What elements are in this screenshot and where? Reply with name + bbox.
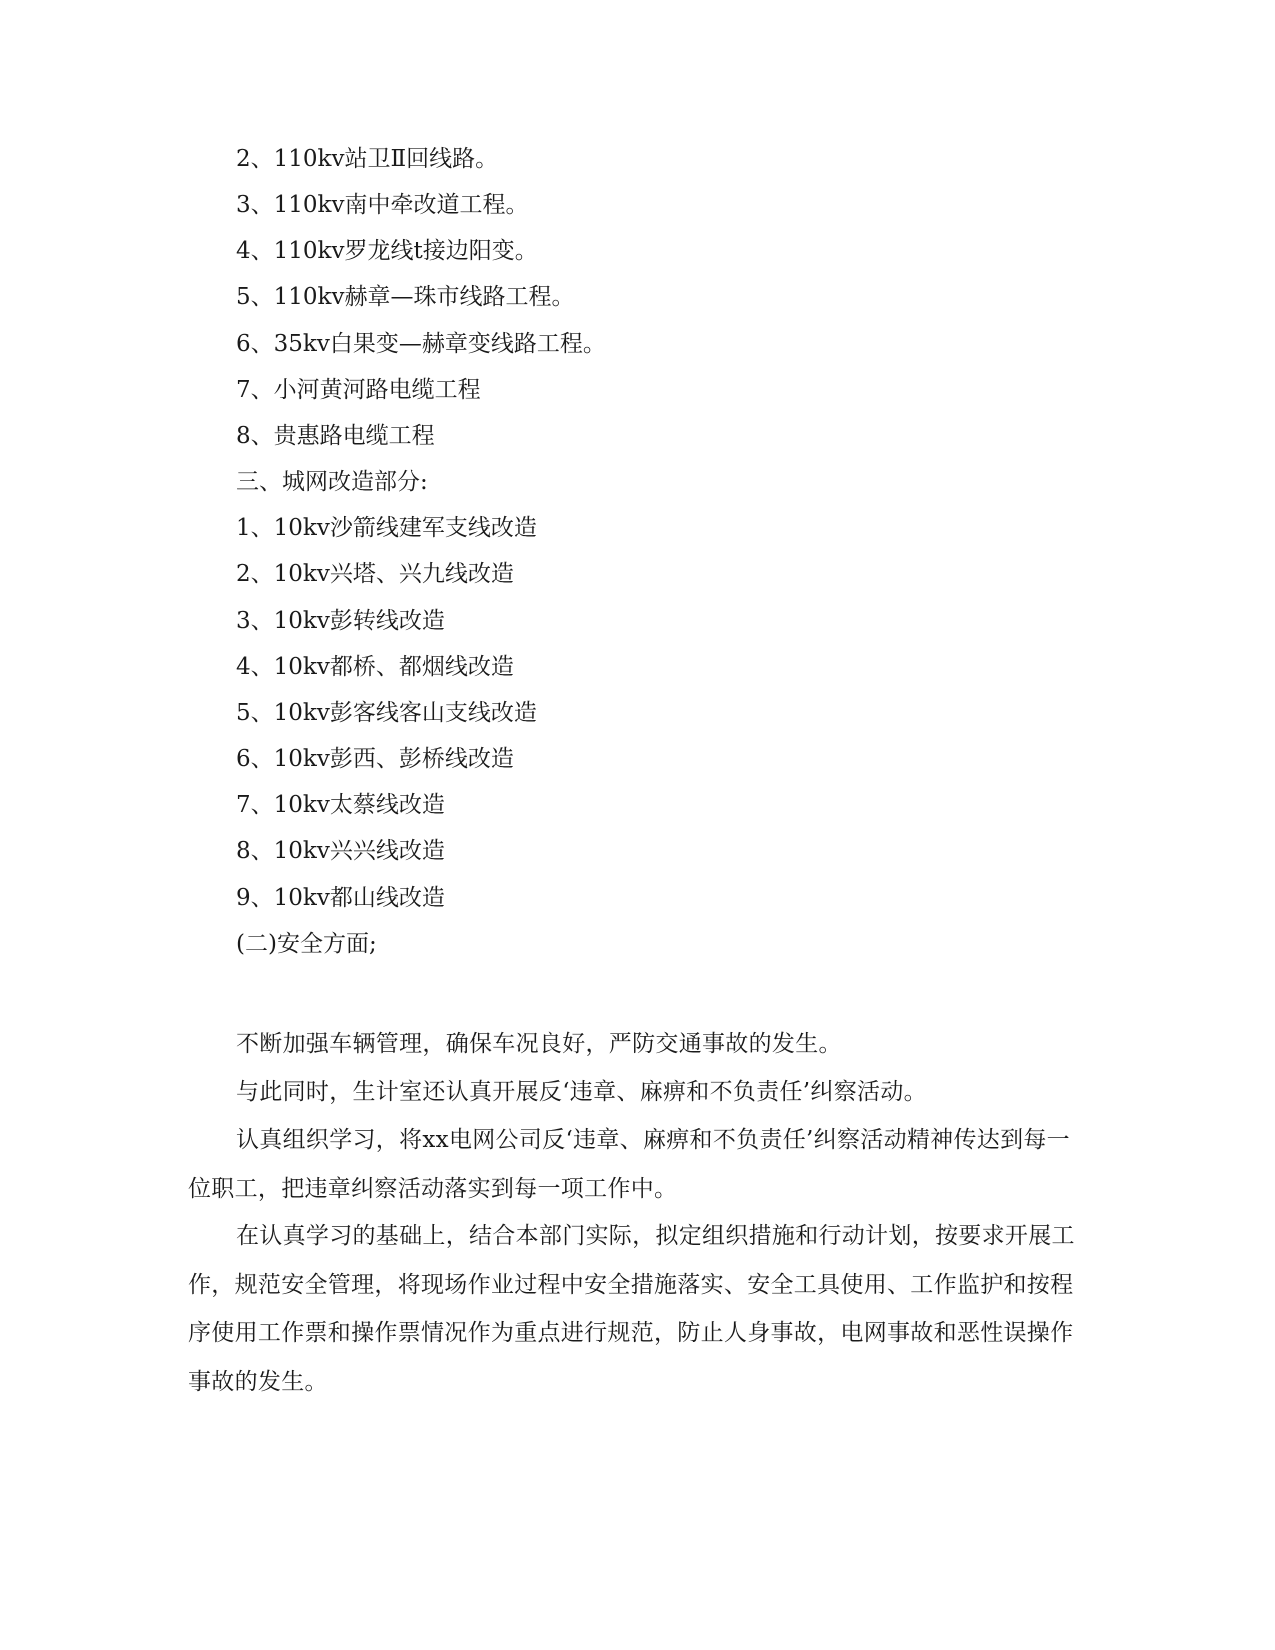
list-item: 4、10kv都桥、都烟线改造 <box>236 654 514 680</box>
list-item: 5、110kv赫章—珠市线路工程。 <box>236 284 575 310</box>
list-item: 4、110kv罗龙线t接边阳变。 <box>236 238 538 264</box>
list-item: 3、10kv彭转线改造 <box>236 608 445 634</box>
list-item: 9、10kv都山线改造 <box>236 885 445 911</box>
paragraph: 认真组织学习，将xx电网公司反‘违章、麻痹和不负责任’纠察活动精神传达到每一位职工，把违章纠察活动落实到每一项工作中。 <box>188 1127 1070 1202</box>
list-item: 2、110kv站卫Ⅱ回线路。 <box>236 146 499 172</box>
list-item: 6、10kv彭西、彭桥线改造 <box>236 746 514 772</box>
list-item: 5、10kv彭客线客山支线改造 <box>236 700 537 726</box>
list-item: 3、110kv南中牵改道工程。 <box>236 192 529 218</box>
list-item: 2、10kv兴塔、兴九线改造 <box>236 561 514 587</box>
list-item: 1、10kv沙箭线建军支线改造 <box>236 515 537 541</box>
list-item: 7、小河黄河路电缆工程 <box>236 377 481 403</box>
paragraph: 不断加强车辆管理，确保车况良好，严防交通事故的发生。 <box>236 1031 842 1057</box>
list-item: 7、10kv太蔡线改造 <box>236 792 445 818</box>
paragraph: 在认真学习的基础上，结合本部门实际，拟定组织措施和行动计划，按要求开展工作，规范安全管理，将现场作业过程中安全措施落实、安全工具使用、工作监护和按程序使用工作票和操作票情况作为重点进行规范，防止人身事故，电网事故和恶性误操作事故的发生。 <box>188 1223 1075 1395</box>
section-heading: 三、城网改造部分: <box>236 469 428 495</box>
paragraph: 与此同时，生计室还认真开展反‘违章、麻痹和不负责任’纠察活动。 <box>236 1079 927 1105</box>
section-heading: (二)安全方面; <box>236 931 377 957</box>
list-item: 6、35kv白果变—赫章变线路工程。 <box>236 331 606 357</box>
list-item: 8、贵惠路电缆工程 <box>236 423 435 449</box>
list-item: 8、10kv兴兴线改造 <box>236 838 445 864</box>
